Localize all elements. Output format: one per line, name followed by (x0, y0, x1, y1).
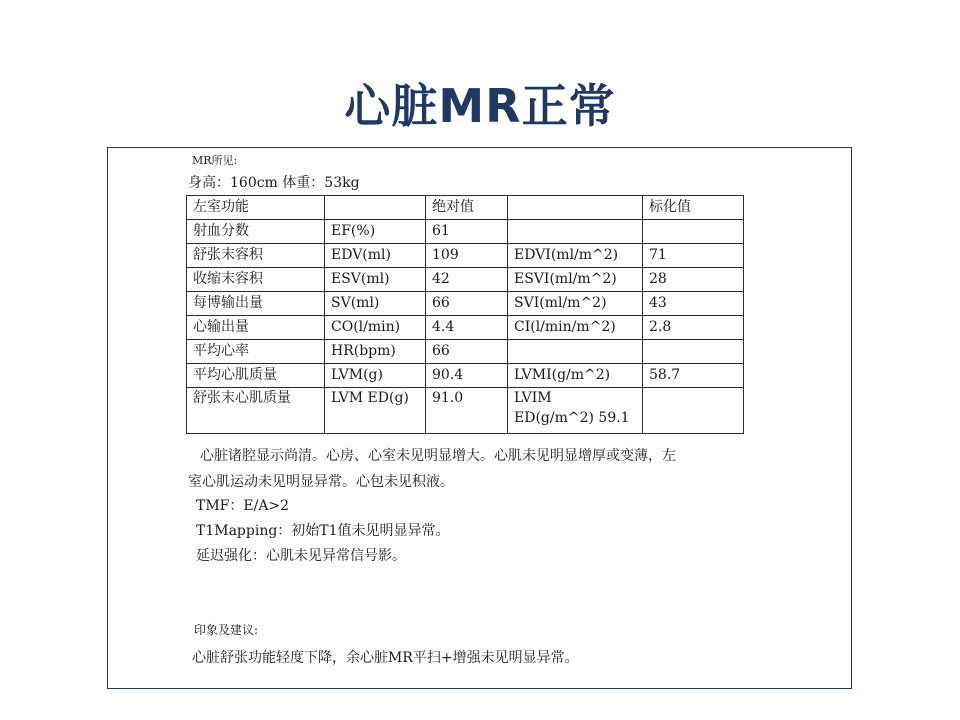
table-cell: EDVI(ml/m^2) (508, 244, 643, 268)
table-cell: 28 (643, 268, 744, 292)
table-cell: LVIM ED(g/m^2) 59.1 (508, 388, 643, 434)
table-header-row (187, 196, 744, 220)
findings-text-line-1: 心脏诸腔显示尚清。心房、心室未见明显增大。心肌未见明显增厚或变薄，左 (200, 448, 676, 464)
table-cell: 收缩末容积 (187, 268, 325, 292)
lv-function-table (186, 195, 744, 434)
table-cell: 43 (643, 292, 744, 316)
findings-text-line-2: 室心肌运动未见明显异常。心包未见积液。 (188, 474, 454, 490)
table-cell: EDV(ml) (325, 244, 426, 268)
table-row (187, 292, 744, 316)
table-row (187, 364, 744, 388)
table-cell: ESVI(ml/m^2) (508, 268, 643, 292)
impression-heading: 印象及建议: (194, 623, 259, 637)
table-header-cell (508, 196, 643, 220)
table-cell: 61 (426, 220, 508, 244)
table-cell: LVMI(g/m^2) (508, 364, 643, 388)
table-row (187, 388, 744, 434)
t1mapping-text: T1Mapping：初始T1值未见明显异常。 (196, 523, 450, 539)
table-header-cell (325, 196, 426, 220)
table-cell: 90.4 (426, 364, 508, 388)
table-cell (508, 340, 643, 364)
table-cell (508, 220, 643, 244)
table-cell: 平均心肌质量 (187, 364, 325, 388)
table-cell: CO(l/min) (325, 316, 426, 340)
table-cell: 舒张末心肌质量 (187, 388, 325, 434)
table-cell (643, 340, 744, 364)
table-row (187, 316, 744, 340)
table-header-cell: 左室功能 (187, 196, 325, 220)
table-cell: EF(%) (325, 220, 426, 244)
impression-text: 心脏舒张功能轻度下降，余心脏MR平扫+增强未见明显异常。 (192, 650, 579, 666)
table-row (187, 244, 744, 268)
table-header-cell: 标化值 (643, 196, 744, 220)
table-cell: 66 (426, 292, 508, 316)
table-cell: LVM ED(g) (325, 388, 426, 434)
table-cell: 109 (426, 244, 508, 268)
table-cell: ESV(ml) (325, 268, 426, 292)
table-cell: 平均心率 (187, 340, 325, 364)
table-cell: SV(ml) (325, 292, 426, 316)
slide-title: 心脏MR正常 (344, 79, 616, 133)
table-cell: 91.0 (426, 388, 508, 434)
table-cell: 58.7 (643, 364, 744, 388)
patient-info: 身高：160cm 体重：53kg (188, 175, 360, 191)
table-header-cell: 绝对值 (426, 196, 508, 220)
table-cell: 66 (426, 340, 508, 364)
table-cell: 4.4 (426, 316, 508, 340)
findings-heading: MR所见: (192, 154, 238, 167)
table-cell: LVM(g) (325, 364, 426, 388)
table-cell: 42 (426, 268, 508, 292)
late-enhancement-text: 延迟强化：心肌未见异常信号影。 (196, 548, 406, 564)
tmf-text: TMF：E/A>2 (196, 498, 290, 514)
table-cell: 心输出量 (187, 316, 325, 340)
table-cell (643, 220, 744, 244)
table-cell: 2.8 (643, 316, 744, 340)
table-cell (643, 388, 744, 434)
table-cell: 射血分数 (187, 220, 325, 244)
report-document (108, 148, 853, 690)
table-cell: 71 (643, 244, 744, 268)
table-cell: CI(l/min/m^2) (508, 316, 643, 340)
table-row (187, 220, 744, 244)
table-row (187, 268, 744, 292)
table-cell: HR(bpm) (325, 340, 426, 364)
table-cell: SVI(ml/m^2) (508, 292, 643, 316)
report-scan (107, 147, 852, 689)
table-row (187, 340, 744, 364)
table-cell: 每博输出量 (187, 292, 325, 316)
table-cell: 舒张末容积 (187, 244, 325, 268)
